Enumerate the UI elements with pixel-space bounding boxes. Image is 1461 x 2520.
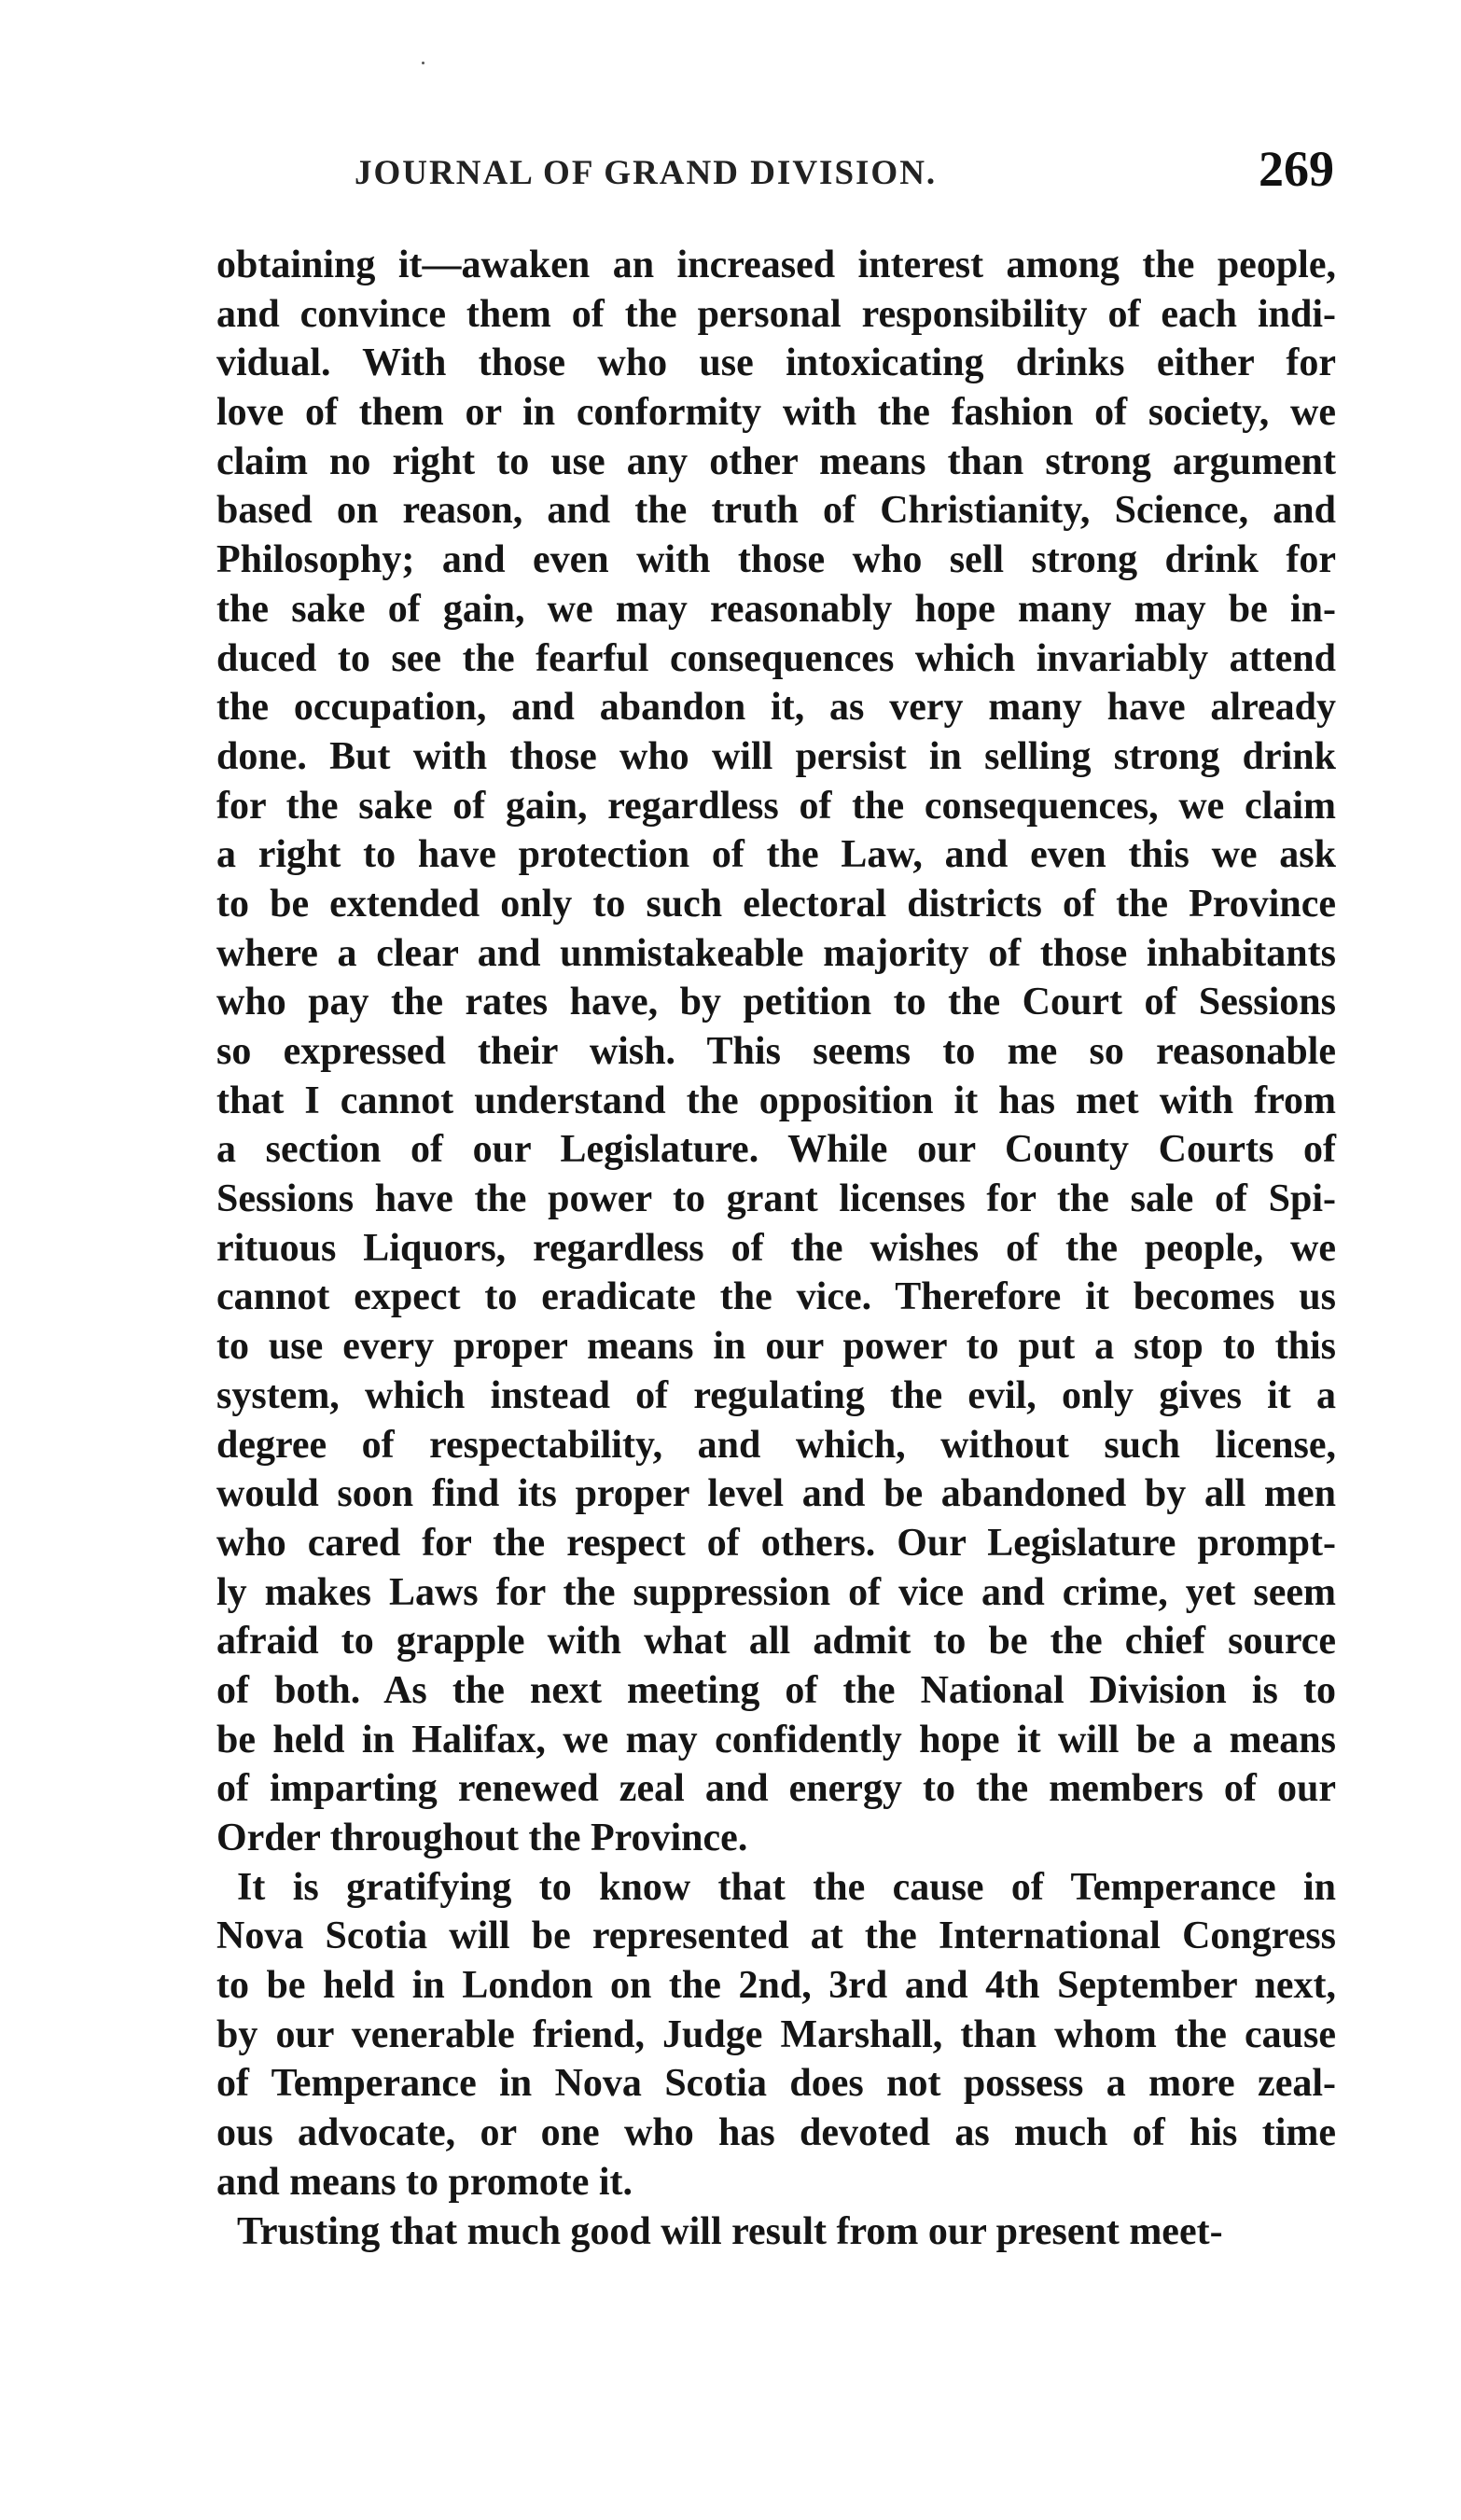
text-line: ous advocate, or one who has devoted as much of his time — [216, 2111, 1336, 2155]
text-line: would soon find its proper level and be abandoned by all men — [216, 1472, 1336, 1516]
text-line: Sessions have the power to grant licenses for the sale of Spi- — [216, 1177, 1336, 1221]
running-title: JOURNAL OF GRAND DIVISION. — [355, 154, 938, 192]
text-line: where a clear and unmistakeable majority of those inhabitants — [216, 931, 1336, 975]
paragraph — [216, 2207, 1336, 2257]
print-speck — [422, 62, 424, 64]
text-line: of imparting renewed zeal and energy to the members of our — [216, 1767, 1336, 1811]
page-number: 269 — [1259, 141, 1334, 197]
text-line: be held in Halifax, we may confidently hope it will be a means — [216, 1718, 1336, 1761]
paragraph — [216, 1863, 1336, 2207]
text-line: to use every proper means in our power to put a stop to this — [216, 1325, 1336, 1369]
text-line: the sake of gain, we may reasonably hope many may be in- — [216, 587, 1336, 631]
running-head — [215, 140, 1334, 196]
text-line: for the sake of gain, regardless of the consequences, we claim — [216, 784, 1336, 828]
text-line: ly makes Laws for the suppression of vice and crime, yet seem — [216, 1570, 1336, 1614]
text-line: cannot expect to eradicate the vice. Therefore it becomes us — [216, 1275, 1336, 1319]
text-line: rituous Liquors, regardless of the wishes of the people, we — [216, 1226, 1336, 1270]
text-line: claim no right to use any other means than strong argument — [216, 439, 1336, 483]
text-line: a section of our Legislature. While our County Courts of — [216, 1128, 1336, 1172]
text-line: obtaining it—awaken an increased interest among the people, — [216, 244, 1336, 286]
text-line: of both. As the next meeting of the National Division is to — [216, 1668, 1336, 1712]
text-line: a right to have protection of the Law, and even this we ask — [216, 833, 1336, 877]
text-line: It is gratifying to know that the cause of Temperance in — [237, 1865, 1336, 1909]
text-line: who cared for the respect of others. Our Legislature prompt- — [216, 1521, 1336, 1565]
text-line: and means to promote it. — [216, 2160, 633, 2204]
body-text — [216, 241, 1336, 2256]
text-line: the occupation, and abandon it, as very many have already — [216, 686, 1336, 730]
text-line: love of them or in conformity with the fashion of society, we — [216, 391, 1336, 435]
text-line: of Temperance in Nova Scotia does not possess a more zeal- — [216, 2062, 1336, 2106]
text-line: afraid to grapple with what all admit to be the chief source — [216, 1620, 1336, 1664]
text-line: and convince them of the personal responsibility of each indi- — [216, 292, 1336, 336]
text-line: Nova Scotia will be represented at the International Congress — [216, 1914, 1336, 1958]
text-line: based on reason, and the truth of Christianity, Science, and — [216, 489, 1336, 533]
text-line: system, which instead of regulating the evil, only gives it a — [216, 1373, 1336, 1417]
text-line: vidual. With those who use intoxicating drinks either for — [216, 341, 1336, 385]
text-line: that I cannot understand the opposition it has met with from — [216, 1079, 1336, 1122]
text-line: Philosophy; and even with those who sell strong drink for — [216, 538, 1336, 582]
text-line: duced to see the fearful consequences which invariably attend — [216, 636, 1336, 680]
text-line: by our venerable friend, Judge Marshall, than whom the cause — [216, 2012, 1336, 2056]
text-line: who pay the rates have, by petition to the Court of Sessions — [216, 981, 1336, 1024]
paragraph — [216, 241, 1336, 1863]
text-line: degree of respectability, and which, without such license, — [216, 1423, 1336, 1467]
text-line: so expressed their wish. This seems to me so reasonable — [216, 1030, 1336, 1073]
text-line: to be extended only to such electoral districts of the Province — [216, 882, 1336, 926]
text-line: to be held in London on the 2nd, 3rd and 4th September next, — [216, 1964, 1336, 2008]
text-line: Trusting that much good will result from our present meet- — [237, 2209, 1223, 2253]
text-line: Order throughout the Province. — [216, 1817, 748, 1859]
text-line: done. But with those who will persist in selling strong drink — [216, 734, 1336, 778]
